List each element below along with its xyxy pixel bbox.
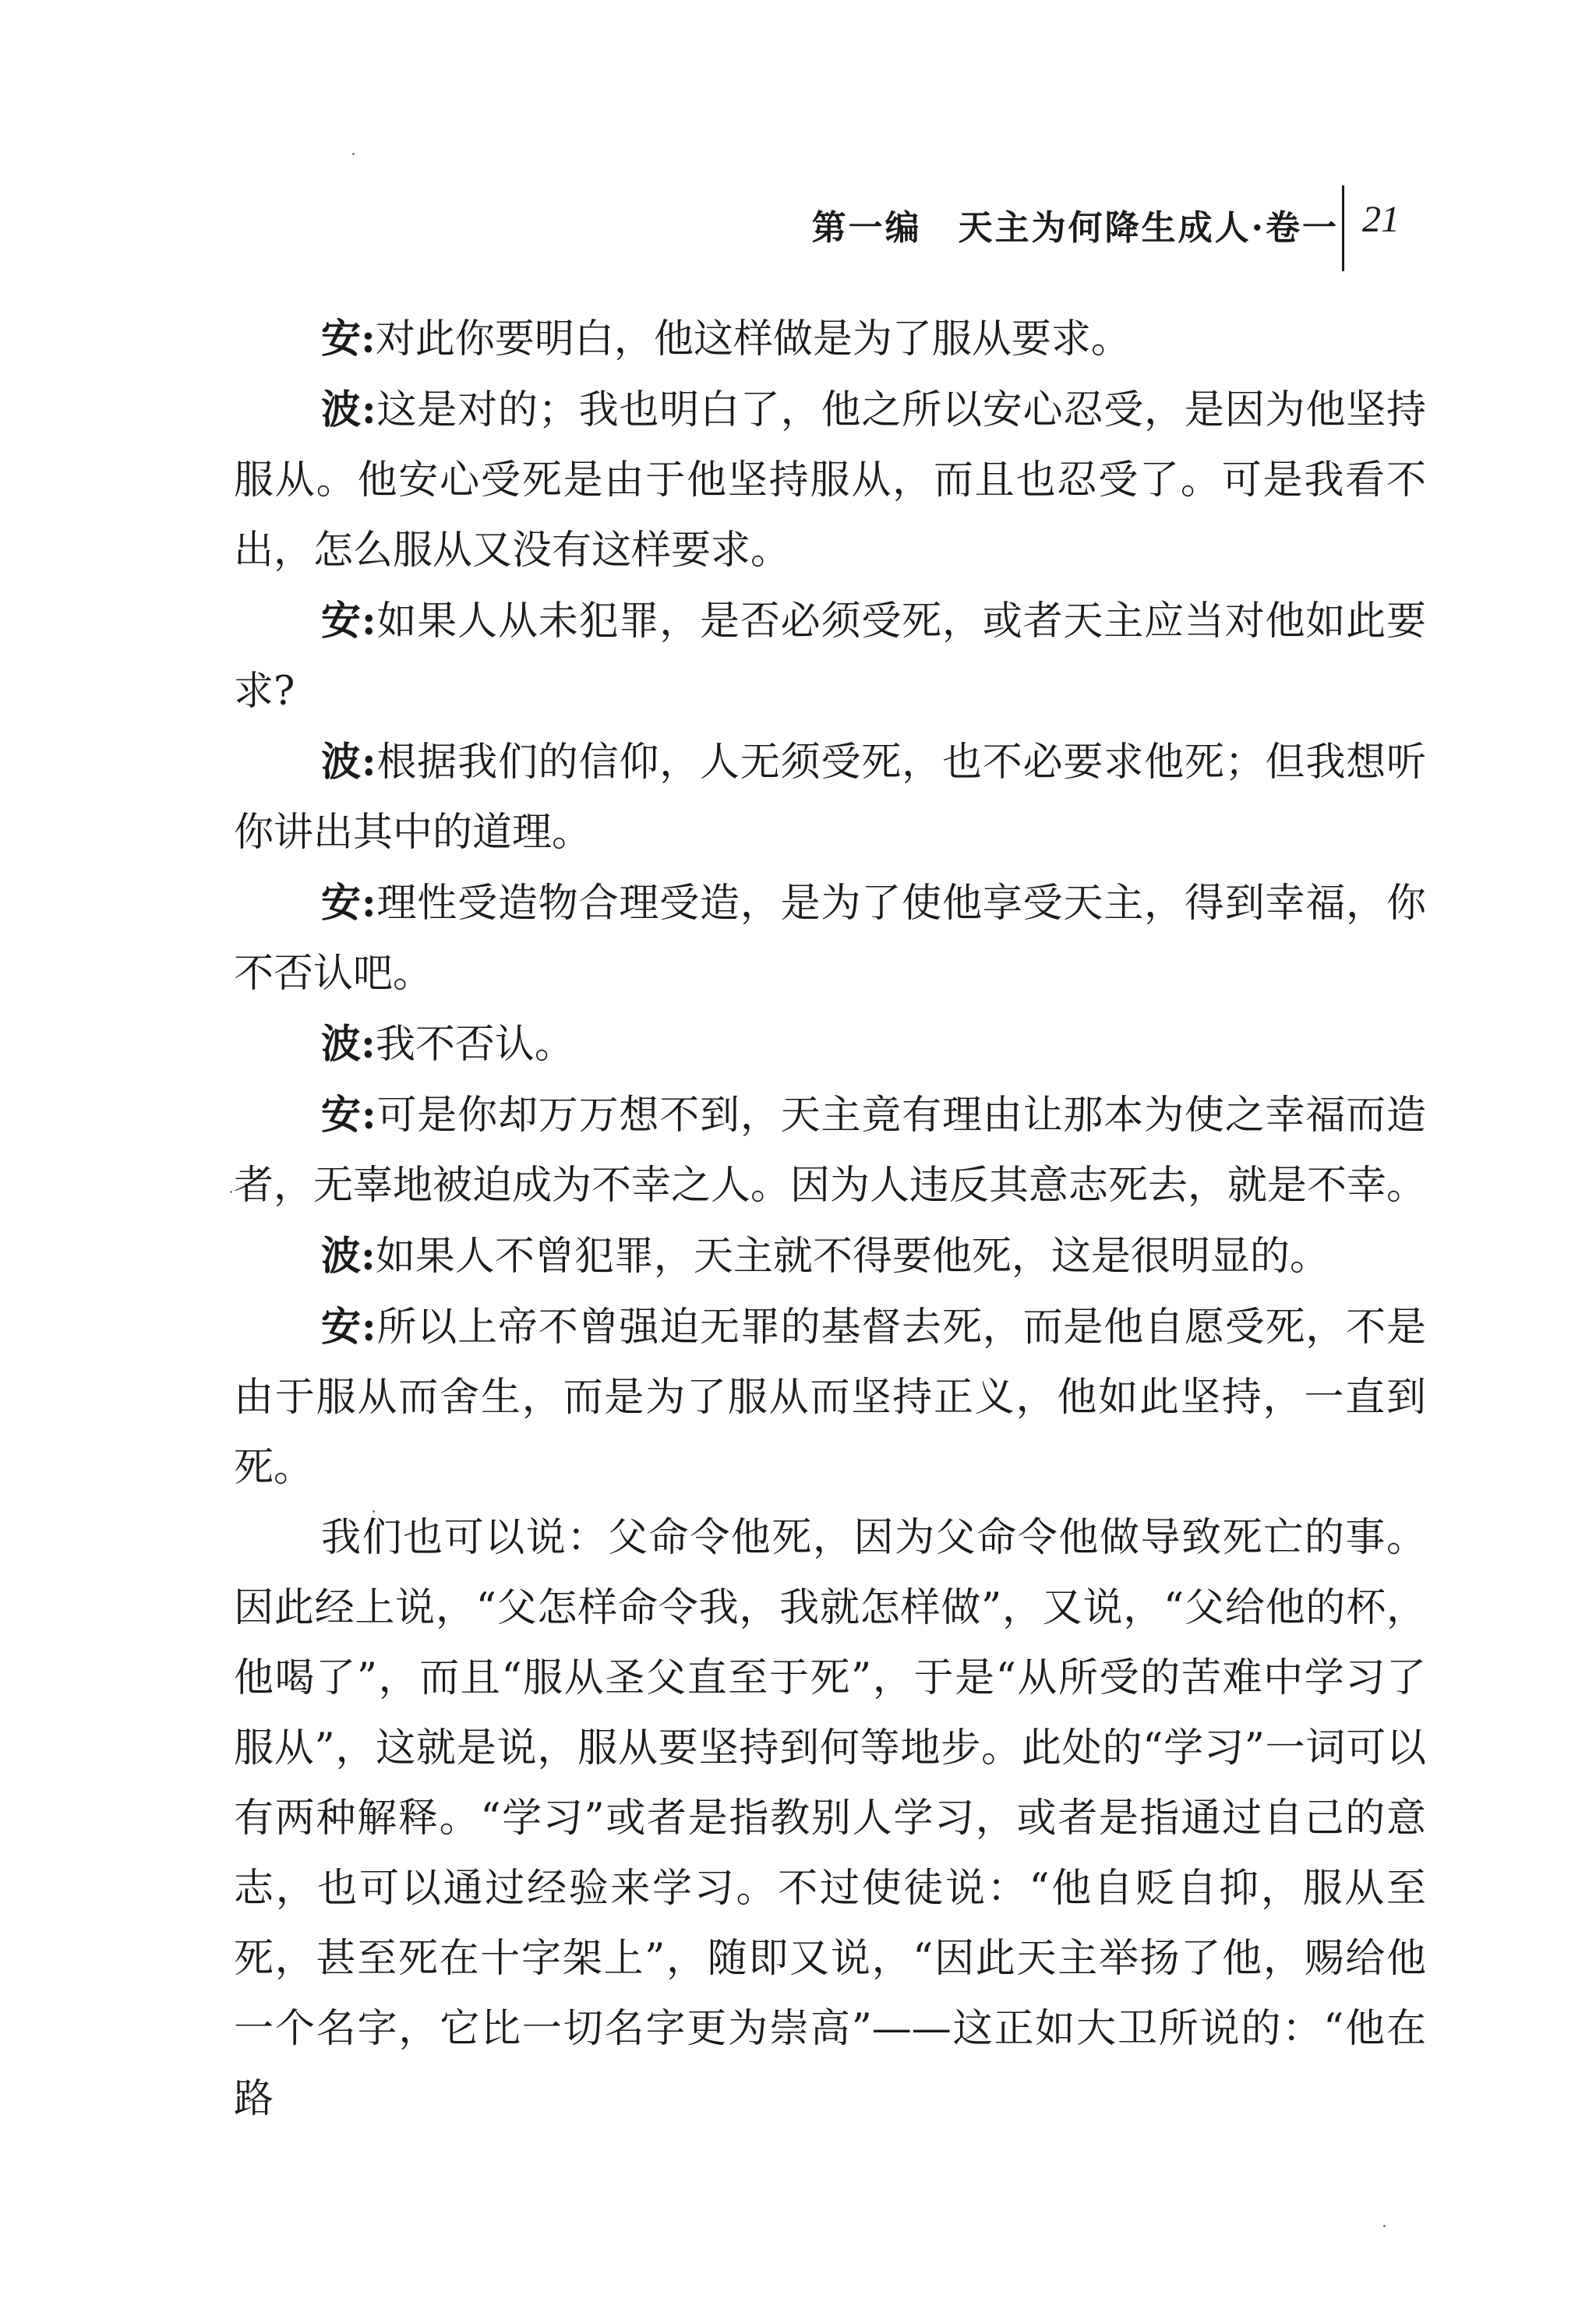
speech-text: 如果人不曾犯罪，天主就不得要他死，这是很明显的。 (375, 1234, 1329, 1280)
speaker-label: 安: (321, 598, 376, 644)
header-divider (1342, 185, 1344, 271)
scan-speck (1383, 2225, 1386, 2227)
body-text (234, 304, 1426, 2135)
speech-text: 我不否认。 (375, 1022, 574, 1068)
dialogue-line (234, 1292, 1426, 1503)
speaker-label: 安: (321, 1304, 376, 1351)
speaker-label: 波: (321, 1021, 376, 1068)
scan-speck (373, 1510, 375, 1513)
speech-text: 根据我们的信仰，人无须受死，也不必要求他死；但我想听你讲出其中的道理。 (234, 740, 1426, 856)
closing-paragraph: 我们也可以说：父命令他死，因为父命令他做导致死亡的事。因此经上说，“父怎样命令我，我就怎样做”，又说，“父给他的杯，他喝了”，而且“服从圣父直至于死”，于是“从所受的苦难中学习了服从”，这就是说，服从要坚持到何等地步。此处的“学习”一词可以有两种解释。“学习”或者是指教别人学习，或者是指通过自己的意志，也可以通过经验来学习。不过使徒说：“他自贬自抑，服从至死，甚至死在十字架上”，随即又说，“因此天主举扬了他，赐给他一个名字，它比一切名字更为崇高”——这正如大卫所说的：“他在路 (234, 1515, 1426, 2122)
speech-text: 这是对的；我也明白了，他之所以安心忍受，是因为他坚持服从。他安心受死是由于他坚持服从，而且也忍受了。可是我看不出，怎么服从又没有这样要求。 (234, 387, 1426, 574)
scan-speck (352, 153, 355, 155)
speaker-label: 波: (321, 387, 376, 433)
speech-text: 如果人从未犯罪，是否必须受死，或者天主应当对他如此要求? (234, 599, 1426, 715)
speaker-label: 安: (321, 1092, 376, 1139)
speaker-label: 波: (321, 1233, 376, 1280)
dialogue-line (234, 586, 1426, 727)
page-number: 21 (1362, 199, 1400, 240)
dialogue-line (234, 1080, 1426, 1221)
dialogue-line (234, 727, 1426, 868)
dialogue-line (234, 868, 1426, 1009)
scan-speck (230, 1191, 232, 1193)
running-header (0, 185, 1596, 271)
speaker-label: 安: (321, 880, 376, 927)
dialogue-line (234, 304, 1426, 375)
dialogue-line (234, 1221, 1426, 1292)
speech-text: 理性受造物合理受造，是为了使他享受天主，得到幸福，你不否认吧。 (234, 881, 1426, 997)
running-title: 第一编 天主为何降生成人·卷一 (811, 208, 1339, 248)
dialogue-line (234, 1009, 1426, 1080)
speaker-label: 波: (321, 739, 376, 786)
dialogue-line (234, 375, 1426, 586)
speech-text: 对此你要明白，他这样做是为了服从要求。 (375, 316, 1131, 362)
speech-text: 可是你却万万想不到，天主竟有理由让那本为使之幸福而造者，无辜地被迫成为不幸之人。因为人违反其意志死去，就是不幸。 (234, 1093, 1427, 1209)
speaker-label: 安: (321, 316, 376, 362)
speech-text: 所以上帝不曾强迫无罪的基督去死，而是他自愿受死，不是由于服从而舍生，而是为了服从而坚持正义，他如此坚持，一直到死。 (234, 1305, 1426, 1491)
